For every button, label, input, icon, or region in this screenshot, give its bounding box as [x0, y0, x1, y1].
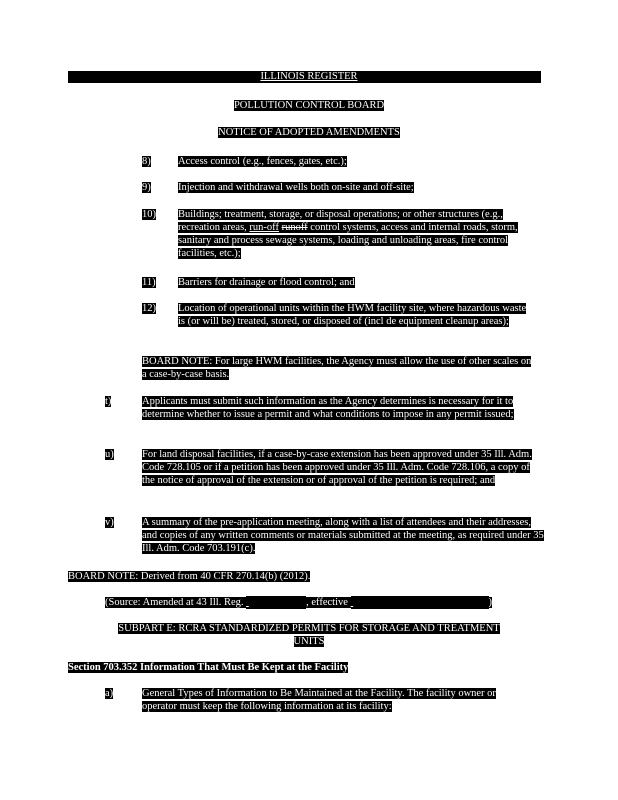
deleted-text: runoff [281, 222, 308, 233]
item-number: 10) [142, 209, 156, 220]
item-number: 12) [142, 303, 156, 314]
section-text: Applicants must submit such information as the Agency determines is necessary for it to determine whether to issue a permit and what conditions to impose in any permit issued; [142, 396, 514, 420]
section-text: For land disposal facilities, if a case-by-case extension has been approved under 35 Ill. Adm. Code 728.105 or if a petition has been approved under 35 Ill. Adm. Code 728.106, a copy of the notice of approval of the extension or of approval of the petition is required; and [142, 449, 532, 486]
notice-title: NOTICE OF ADOPTED AMENDMENTS [218, 127, 400, 138]
section-letter: u) [105, 449, 114, 460]
item-number: 8) [142, 156, 151, 167]
board-note: BOARD NOTE: For large HWM facilities, the Agency must allow the use of other scales on a case-by-case basis. [142, 356, 532, 380]
blank-field [351, 596, 489, 609]
section-heading: Section 703.352 Information That Must Be Kept at the Facility [68, 662, 349, 673]
source-line: (Source: Amended at 43 Ill. Reg. , effective ) [105, 597, 493, 608]
section-letter: t) [105, 396, 112, 407]
register-title: ILLINOIS REGISTER [260, 71, 358, 82]
item-number: 9) [142, 182, 151, 193]
item-number: 11) [142, 277, 156, 288]
board-title: POLLUTION CONTROL BOARD [233, 100, 385, 111]
item-text: Access control (e.g., fences, gates, etc.); [178, 156, 347, 167]
item-text: Location of operational units within the HWM facility site, where hazardous waste is (or will be) treated, stored, or disposed of (incl de equipment cleanup areas); [178, 303, 527, 327]
board-note-derived: BOARD NOTE: Derived from 40 CFR 270.14(b) (2012). [68, 571, 311, 582]
item-text: Injection and withdrawal wells both on-site and off-site; [178, 182, 414, 193]
section-text: General Types of Information to Be Maintained at the Facility. The facility owner or operator must keep the following information at its facility: [142, 688, 496, 712]
subpart-heading: SUBPART E: RCRA STANDARDIZED PERMITS FOR STORAGE AND TREATMENT UNITS [118, 623, 500, 647]
section-letter: a) [105, 688, 114, 699]
section-letter: v) [105, 517, 114, 528]
section-text: A summary of the pre-application meeting, along with a list of attendees and their addresses, and copies of any written comments or materials submitted at the meeting, as required under 35 Ill. Adm. Code 703.191(c). [142, 517, 544, 554]
item-text: Barriers for drainage or flood control; and [178, 277, 355, 288]
item-text: Buildings; treatment, storage, or disposal operations; or other structures (e.g., recreation areas, run-off runoff control systems, access and internal roads, storm, sanitary and process sewage systems, loading and unloading areas, fire control facilities, etc.); [178, 209, 518, 259]
inserted-text: run-off [249, 222, 279, 233]
blank-field [246, 596, 306, 609]
